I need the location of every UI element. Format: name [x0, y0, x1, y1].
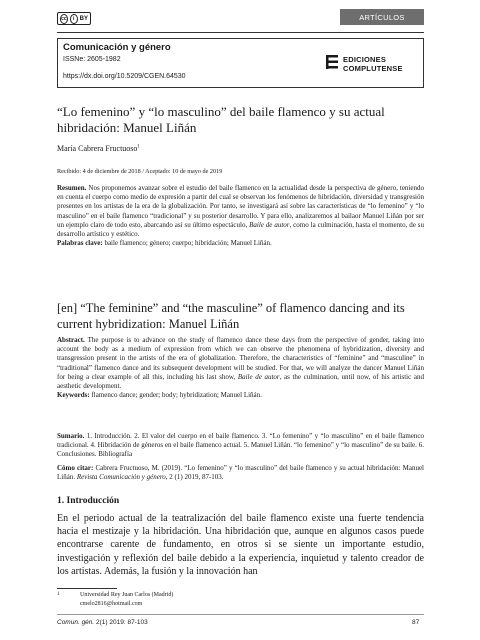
citation-text: Cabrera Fructuoso, M. (2019). “Lo femenino” y “lo masculino” del baile flamenco y su actual hibridación: Manuel Liñán.	[57, 464, 424, 482]
citation-italic: Revista Comunicación y género	[76, 473, 166, 482]
author-line	[57, 144, 140, 153]
sumario-label: Sumario.	[57, 432, 85, 440]
abstract-italic: Baile de autor	[237, 372, 280, 381]
english-title: [en] “The feminine” and “the masculine” of flamenco dancing and its current hybridization: Manuel Liñán	[57, 301, 405, 331]
resumen-text: Nos proponemos avanzar sobre el estudio del baile flamenco en la actualidad desde la perspectiva de género, teniendo en cuenta el cuerpo como medio de expresión a partir del cual se observan los fenómenos de hibridación, diversidad y transgresión presentes en los artistas de la era de la globalización. Por tanto, se investigará así sobre las características de “lo femenino” y “lo masculino” en el baile flamenco “tradicional” y su posterior desarrollo. Y para ello, analizaremos al bailaor Manuel Liñán por ser un ejemplo claro de todo esto, abarcando así su último espectáculo,	[57, 184, 424, 229]
keywords: flamenco dance; gender; body; hybridization; Manuel Liñán.	[89, 391, 262, 400]
journal-doi-link[interactable]: https://dx.doi.org/10.5209/CGEN.64530	[63, 73, 186, 80]
abstract-label: Abstract.	[57, 336, 85, 344]
introduction-body: En el periodo actual de la teatralización del baile flamenco existe una fuerte tendencia hacia el mestizaje y la hibridación. Una hibridación que, aunque en algunos casos puede encontrarse carente de fundamento, en otros si se siente un importante estudio, investigación y reflexión del baile debido a la experiencia, inquietud y talento creador de los artistas. Además, la fusión y la innovación han	[57, 513, 424, 577]
publisher-name	[343, 55, 403, 73]
footnote-affiliation: Universidad Rey Juan Carlos (Madrid)	[80, 592, 174, 598]
palabras-clave-label: Palabras clave:	[57, 239, 103, 248]
footnote-divider	[57, 588, 117, 589]
section-tag: ARTÍCULOS	[340, 9, 424, 25]
footer-citation	[57, 619, 148, 626]
footer-journal-abbrev: Comun. gén.	[57, 619, 95, 626]
footer-divider	[57, 614, 424, 615]
received-accepted-dates: Recibido: 4 de diciembre de 2018 / Aceptado: 10 de mayo de 2019	[57, 168, 223, 175]
citation-block	[57, 464, 424, 482]
keywords-label: Keywords:	[57, 391, 90, 400]
journal-issn: ISSNe: 2605-1982	[63, 56, 121, 63]
resumen-italic: Baile de autor	[249, 220, 290, 229]
footer-issue: 2(1) 2019: 87-103	[94, 619, 148, 626]
abstract-text: The purpose is to advance on the study of flamenco dance these days from the perspective of gender, taking into account the body as a medium of expression from which we can observe the phenomena of hybridization, diversity and transgression present in the artists of the era of globalization. Therefore, the characteristics of “feminine” and “masculine” in “traditional” flamenco dance and its subsequent development will be studied. For that, we will analyze the dancer Manuel Liñán for being a clear example of all this, including his last show,	[57, 336, 424, 381]
license-badge	[57, 12, 91, 25]
article-title: “Lo femenino” y “lo masculino” del baile flamenco y su actual hibridación: Manuel Liñán	[57, 104, 385, 135]
license-text: BY	[79, 15, 88, 22]
introduction-heading: 1. Introducción	[57, 496, 120, 506]
by-icon: i	[70, 14, 78, 24]
page-number: 87	[412, 619, 420, 626]
author-name: María Cabrera Fructuoso	[57, 144, 138, 153]
author-footnote-mark[interactable]: 1	[137, 144, 140, 150]
resumen-block	[57, 184, 424, 248]
footnote-mark: 1	[57, 592, 60, 597]
footnote-email[interactable]: cmelo2816@hotmail.com	[80, 601, 143, 607]
cc-icon: cc	[61, 15, 67, 22]
citation-text-end: , 2 (1) 2019, 87-103.	[165, 473, 224, 482]
palabras-clave: baile flamenco; género; cuerpo; hibridación; Manuel Liñán.	[102, 239, 272, 248]
publisher-line1: EDICIONES	[343, 55, 387, 64]
publisher-logo-icon	[326, 55, 338, 69]
resumen-text-end: , como la culminación, hasta el momento, de su desarrollo artístico y estético.	[57, 220, 424, 239]
abstract-block	[57, 336, 424, 400]
sumario-block	[57, 432, 424, 460]
header-divider	[57, 32, 424, 33]
abstract-text-end: , as the culmination, until now, of his artistic and aesthetic development.	[57, 372, 424, 391]
resumen-label: Resumen.	[57, 184, 87, 192]
journal-title: Comunicación y género	[63, 42, 171, 53]
sumario-text: 1. Introducción. 2. El valor del cuerpo en el baile flamenco. 3. “Lo femenino” y “lo masculino” en el baile flamenco tradicional. 4. Hibridación de géneros en el baile flamenco actual. 5. Manuel Liñán. “lo femenino” y “lo masculino” de su baile. 6. Conclusiones. Bibliografía	[57, 432, 424, 459]
citation-label: Cómo citar:	[57, 464, 94, 472]
publisher-line2: COMPLUTENSE	[343, 64, 403, 73]
